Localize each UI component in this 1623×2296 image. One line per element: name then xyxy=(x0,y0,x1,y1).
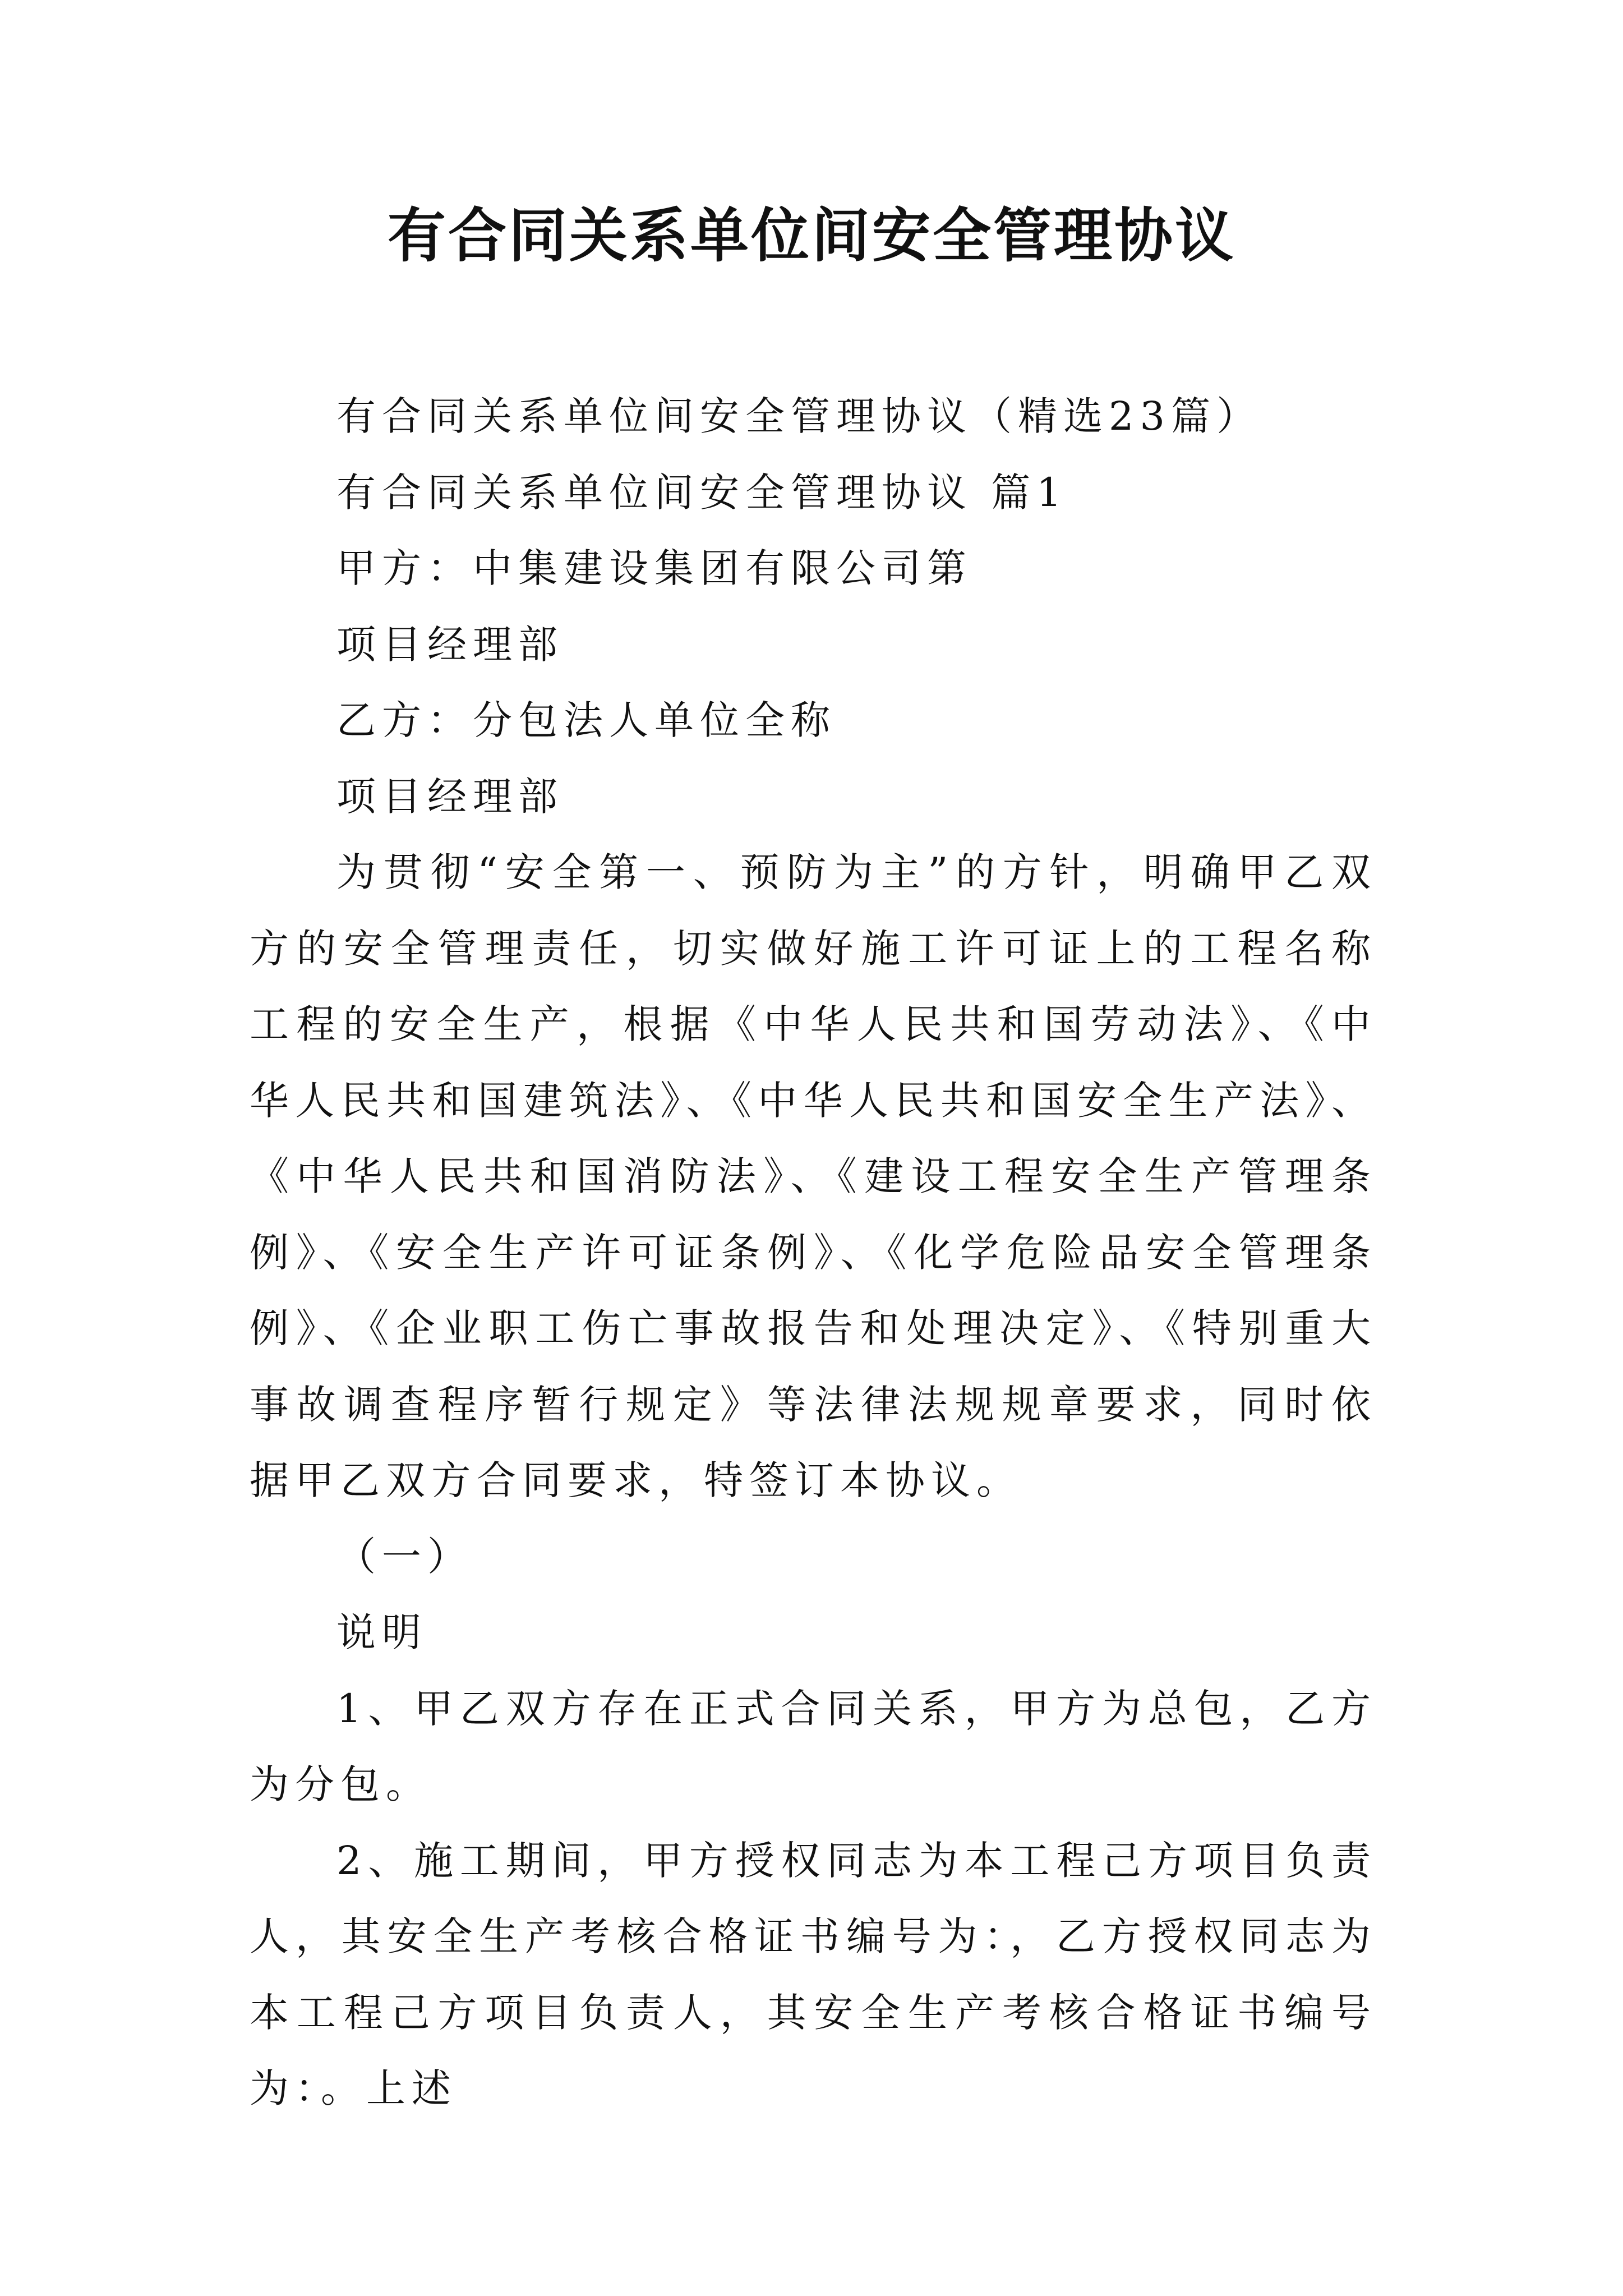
paragraph-preamble: 为贯彻“安全第一、预防为主”的方针，明确甲乙双方的安全管理责任，切实做好施工许可证上的工程名称工程的安全生产，根据《中华人民共和国劳动法》、《中华人民共和国建筑法》、《中华人民共和国安全生产法》、《中华人民共和国消防法》、《建设工程安全生产管理条例》、《安全生产许可证条例》、《化学危险品安全管理条例》、《企业职工伤亡事故报告和处理决定》、《特别重大事故调查程序暂行规定》等法律法规规章要求，同时依据甲乙双方合同要求，特签订本协议。 xyxy=(250,849,1377,1503)
paragraph-party-b: 乙方：分包法人单位全称 xyxy=(336,697,836,743)
document-title: 有合同关系单位间安全管理协议 xyxy=(387,201,1235,270)
paragraph-item-1: 1、甲乙双方存在正式合同关系，甲方为总包，乙方为分包。 xyxy=(250,1685,1377,1807)
paragraph-item-2: 2、施工期间，甲方授权同志为本工程己方项目负责人，其安全生产考核合格证书编号为：，乙方授权同志为本工程己方项目负责人，其安全生产考核合格证书编号为：。上述 xyxy=(250,1837,1377,2111)
paragraph-part-one: （一） xyxy=(336,1533,473,1580)
paragraph-party-b-dept: 项目经理部 xyxy=(336,773,564,820)
paragraph-explanation-heading: 说明 xyxy=(336,1609,427,1655)
paragraph-subtitle: 有合同关系单位间安全管理协议（精选23篇） xyxy=(336,393,1262,439)
document-body xyxy=(250,379,1377,2127)
paragraph-section-heading: 有合同关系单位间安全管理协议 篇1 xyxy=(336,469,1068,516)
paragraph-party-a-dept: 项目经理部 xyxy=(336,621,564,668)
paragraph-party-a: 甲方：中集建设集团有限公司第 xyxy=(336,545,972,591)
